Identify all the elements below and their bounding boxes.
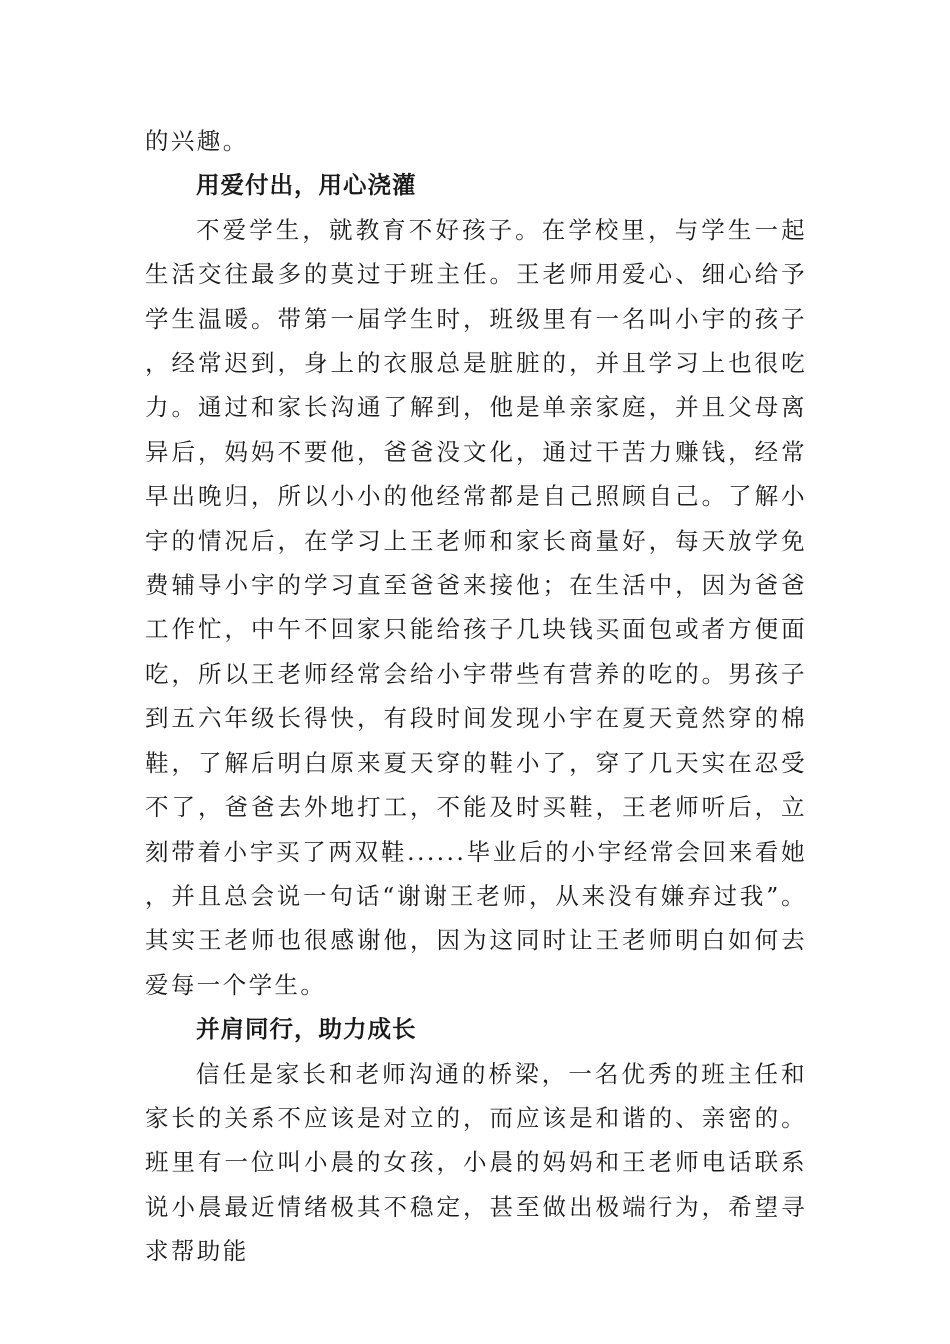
paragraph-continuation: 的兴趣。	[145, 127, 249, 155]
section-heading-partnership: 并肩同行，助力成长	[196, 1015, 417, 1044]
section-heading-love: 用爱付出，用心浇灌	[196, 171, 417, 200]
document-body	[145, 119, 807, 1274]
paragraph-love-story: 不爱学生，就教育不好孩子。在学校里，与学生一起生活交往最多的莫过于班主任。王老师用爱心、细心给予学生温暖。带第一届学生时，班级里有一名叫小宇的孩子，经常迟到，身上的衣服总是脏脏的，并且学习上也很吃力。通过和家长沟通了解到，他是单亲家庭，并且父母离异后，妈妈不要他，爸爸没文化，通过干苦力赚钱，经常早出晚归，所以小小的他经常都是自己照顾自己。了解小宇的情况后，在学习上王老师和家长商量好，每天放学免费辅导小宇的学习直至爸爸来接他；在生活中，因为爸爸工作忙，中午不回家只能给孩子几块钱买面包或者方便面吃，所以王老师经常会给小宇带些有营养的吃的。男孩子到五六年级长得快，有段时间发现小宇在夏天竟然穿的棉鞋，了解后明白原来夏天穿的鞋小了，穿了几天实在忍受不了，爸爸去外地打工，不能及时买鞋，王老师听后，立刻带着小宇买了两双鞋......毕业后的小宇经常会回来看她，并且总会说一句话“谢谢王老师，从来没有嫌弃过我”。其实王老师也很感谢他，因为这同时让王老师明白如何去爱每一个学生。	[145, 215, 807, 999]
paragraph-partnership: 信任是家长和老师沟通的桥梁，一名优秀的班主任和家长的关系不应该是对立的，而应该是和谐的、亲密的。班里有一位叫小晨的女孩，小晨的妈妈和王老师电话联系说小晨最近情绪极其不稳定，甚至做出极端行为，希望寻求帮助能	[145, 1059, 807, 1266]
